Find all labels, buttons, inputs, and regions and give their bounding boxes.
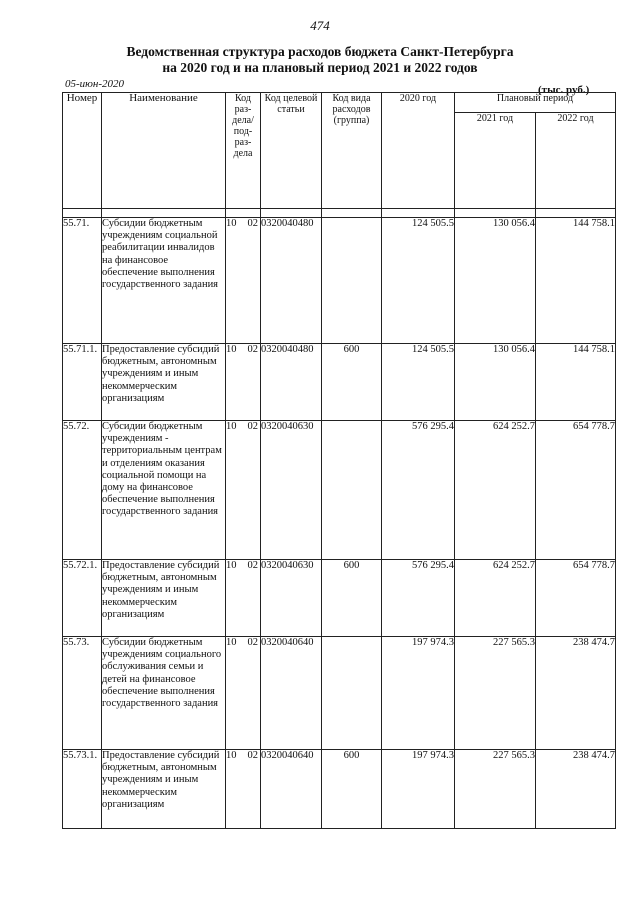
row-number: 55.71. xyxy=(63,218,102,344)
spacer-cell xyxy=(536,209,616,218)
row-name: Предоставление субсидий бюджетным, автономным учреждениям и иным некоммерческим организациям xyxy=(102,560,226,637)
header-year-2021: 2021 год xyxy=(455,113,536,209)
table-row xyxy=(63,421,616,560)
table-row xyxy=(63,637,616,750)
row-section-code xyxy=(226,750,261,829)
units-label: (тыс. руб.) xyxy=(538,84,590,96)
document-title xyxy=(0,44,640,76)
spacer-row xyxy=(63,209,616,218)
table-row xyxy=(63,218,616,344)
header-year-2020: 2020 год xyxy=(382,93,455,209)
row-expense-kind: 600 xyxy=(322,560,382,637)
header-name: Наименование xyxy=(102,93,226,209)
row-razdel: 10 xyxy=(226,421,237,432)
row-target-code: 0320040640 xyxy=(261,637,322,750)
spacer-cell xyxy=(63,209,102,218)
row-razdel: 10 xyxy=(226,218,237,229)
row-amount-2021: 624 252.7 xyxy=(455,560,536,637)
row-razdel: 10 xyxy=(226,750,237,761)
spacer-cell xyxy=(102,209,226,218)
header-section-code: Код раз-дела/ под-раз-дела xyxy=(226,93,261,209)
row-podrazdel: 02 xyxy=(247,637,258,648)
header-row xyxy=(63,93,616,113)
row-amount-2022: 144 758.1 xyxy=(536,218,616,344)
row-expense-kind xyxy=(322,218,382,344)
row-name: Субсидии бюджетным учреждениям социальной реабилитации инвалидов на финансовое обеспечение выполнения государственного задания xyxy=(102,218,226,344)
row-expense-kind: 600 xyxy=(322,750,382,829)
row-amount-2022: 654 778.7 xyxy=(536,560,616,637)
row-section-code xyxy=(226,344,261,421)
row-razdel: 10 xyxy=(226,560,237,571)
row-amount-2020: 197 974.3 xyxy=(382,750,455,829)
row-amount-2020: 197 974.3 xyxy=(382,637,455,750)
row-name: Субсидии бюджетным учреждениям социального обслуживания семьи и детей на финансовое обеспечение выполнения государственного задания xyxy=(102,637,226,750)
row-amount-2021: 130 056.4 xyxy=(455,344,536,421)
row-amount-2021: 130 056.4 xyxy=(455,218,536,344)
row-amount-2022: 144 758.1 xyxy=(536,344,616,421)
spacer-cell xyxy=(322,209,382,218)
spacer-cell xyxy=(382,209,455,218)
row-expense-kind xyxy=(322,421,382,560)
row-name: Предоставление субсидий бюджетным, автономным учреждениям и иным некоммерческим организациям xyxy=(102,344,226,421)
row-number: 55.72.1. xyxy=(63,560,102,637)
row-target-code: 0320040630 xyxy=(261,560,322,637)
row-amount-2020: 576 295.4 xyxy=(382,560,455,637)
row-podrazdel: 02 xyxy=(247,344,258,355)
row-section-code xyxy=(226,218,261,344)
table-row xyxy=(63,344,616,421)
table-row xyxy=(63,750,616,829)
row-section-code xyxy=(226,421,261,560)
header-number: Номер xyxy=(63,93,102,209)
row-amount-2020: 124 505.5 xyxy=(382,344,455,421)
row-razdel: 10 xyxy=(226,344,237,355)
row-expense-kind xyxy=(322,637,382,750)
row-target-code: 0320040480 xyxy=(261,218,322,344)
row-podrazdel: 02 xyxy=(247,421,258,432)
budget-table xyxy=(62,92,616,829)
row-amount-2020: 124 505.5 xyxy=(382,218,455,344)
row-amount-2022: 654 778.7 xyxy=(536,421,616,560)
table-row xyxy=(63,560,616,637)
document-date: 05-июн-2020 xyxy=(65,78,125,90)
row-podrazdel: 02 xyxy=(247,218,258,229)
page-number: 474 xyxy=(310,18,330,33)
row-number: 55.73. xyxy=(63,637,102,750)
spacer-cell xyxy=(261,209,322,218)
row-amount-2022: 238 474.7 xyxy=(536,750,616,829)
row-amount-2021: 624 252.7 xyxy=(455,421,536,560)
row-podrazdel: 02 xyxy=(247,750,258,761)
row-number: 55.73.1. xyxy=(63,750,102,829)
table-body xyxy=(63,218,616,829)
row-section-code xyxy=(226,560,261,637)
row-target-code: 0320040630 xyxy=(261,421,322,560)
row-number: 55.72. xyxy=(63,421,102,560)
header-planned-period: Плановый период xyxy=(455,93,616,113)
row-podrazdel: 02 xyxy=(247,560,258,571)
spacer-cell xyxy=(226,209,261,218)
row-expense-kind: 600 xyxy=(322,344,382,421)
row-number: 55.71.1. xyxy=(63,344,102,421)
spacer-cell xyxy=(455,209,536,218)
title-line-2: на 2020 год и на плановый период 2021 и 2022 годов xyxy=(162,60,478,75)
row-amount-2021: 227 565.3 xyxy=(455,750,536,829)
row-amount-2021: 227 565.3 xyxy=(455,637,536,750)
row-name: Предоставление субсидий бюджетным, автономным учреждениям и иным некоммерческим организациям xyxy=(102,750,226,829)
header-target-code: Код целевой статьи xyxy=(261,93,322,209)
row-target-code: 0320040480 xyxy=(261,344,322,421)
header-year-2022: 2022 год xyxy=(536,113,616,209)
row-amount-2020: 576 295.4 xyxy=(382,421,455,560)
row-section-code xyxy=(226,637,261,750)
header-expense-kind: Код вида расходов (группа) xyxy=(322,93,382,209)
title-line-1: Ведомственная структура расходов бюджета Санкт-Петербурга xyxy=(126,44,514,59)
row-amount-2022: 238 474.7 xyxy=(536,637,616,750)
row-target-code: 0320040640 xyxy=(261,750,322,829)
row-razdel: 10 xyxy=(226,637,237,648)
row-name: Субсидии бюджетным учреждениям - территориальным центрам и отделениям оказания социальной помощи на дому на финансовое обеспечение выполнения государственного задания xyxy=(102,421,226,560)
